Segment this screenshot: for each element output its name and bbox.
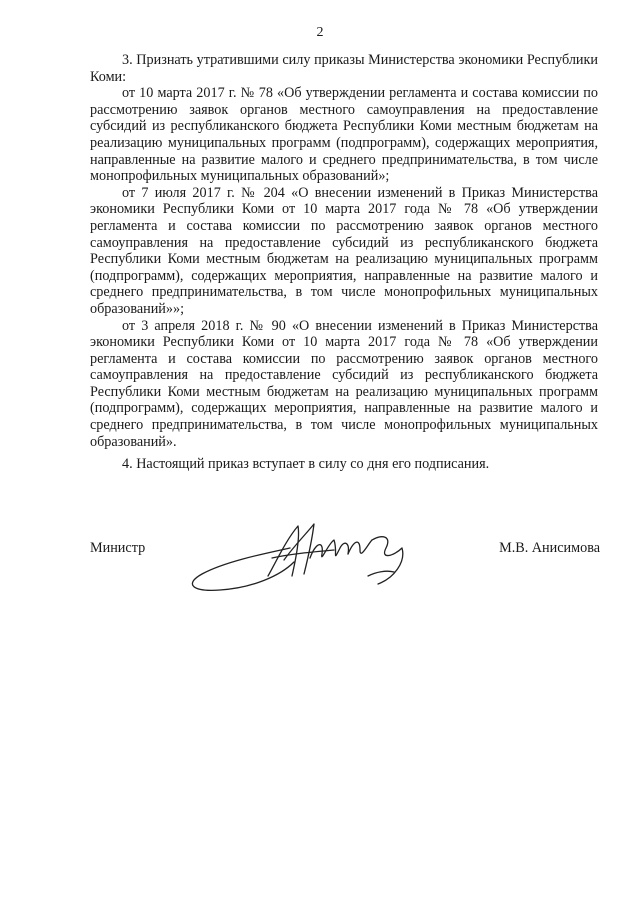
document-body: [90, 52, 598, 473]
paragraph-order-78: от 10 марта 2017 г. № 78 «Об утверждении регламента и состава комиссии по рассмотрению заявок органов местного самоуправления на предоставление субсидий из республиканского бюджета Республики Коми местным бюджетам на реализацию муниципальных программ (подпрограмм), содержащих мероприятия, направленные на развитие малого и среднего предпринимательства, в том числе монопрофильных муниципальных образований»;: [90, 85, 598, 185]
paragraph-order-204: от 7 июля 2017 г. № 204 «О внесении изменений в Приказ Министерства экономики Республики Коми от 10 марта 2017 года № 78 «Об утверждении регламента и состава комиссии по рассмотрению заявок органов местного самоуправления на предоставление субсидий из республиканского бюджета Республики Коми местным бюджетам на реализацию муниципальных программ (подпрограмм), содержащих мероприятия, направленные на развитие малого и среднего предпринимательства, в том числе монопрофильных муниципальных образований»»;: [90, 184, 598, 317]
signer-name: М.В. Анисимова: [499, 540, 600, 556]
signer-position: Министр: [90, 540, 146, 556]
paragraph-4-effective: 4. Настоящий приказ вступает в силу со дня его подписания.: [122, 456, 490, 473]
page-number: 2: [316, 25, 324, 40]
paragraph-order-90: от 3 апреля 2018 г. № 90 «О внесении изменений в Приказ Министерства экономики Республики Коми от 10 марта 2017 года № 78 «Об утверждении регламента и состава комиссии по рассмотрению заявок органов местного самоуправления на предоставление субсидий из республиканского бюджета Республики Коми местным бюджетам на реализацию муниципальных программ (подпрограмм), содержащих мероприятия, направленные на развитие малого и среднего предпринимательства, в том числе монопрофильных муниципальных образований».: [90, 317, 598, 450]
handwritten-signature-icon: [172, 518, 412, 596]
signature-block: [90, 530, 600, 620]
paragraph-3-repeal: 3. Признать утратившими силу приказы Министерства экономики Республики Коми:: [90, 52, 598, 85]
